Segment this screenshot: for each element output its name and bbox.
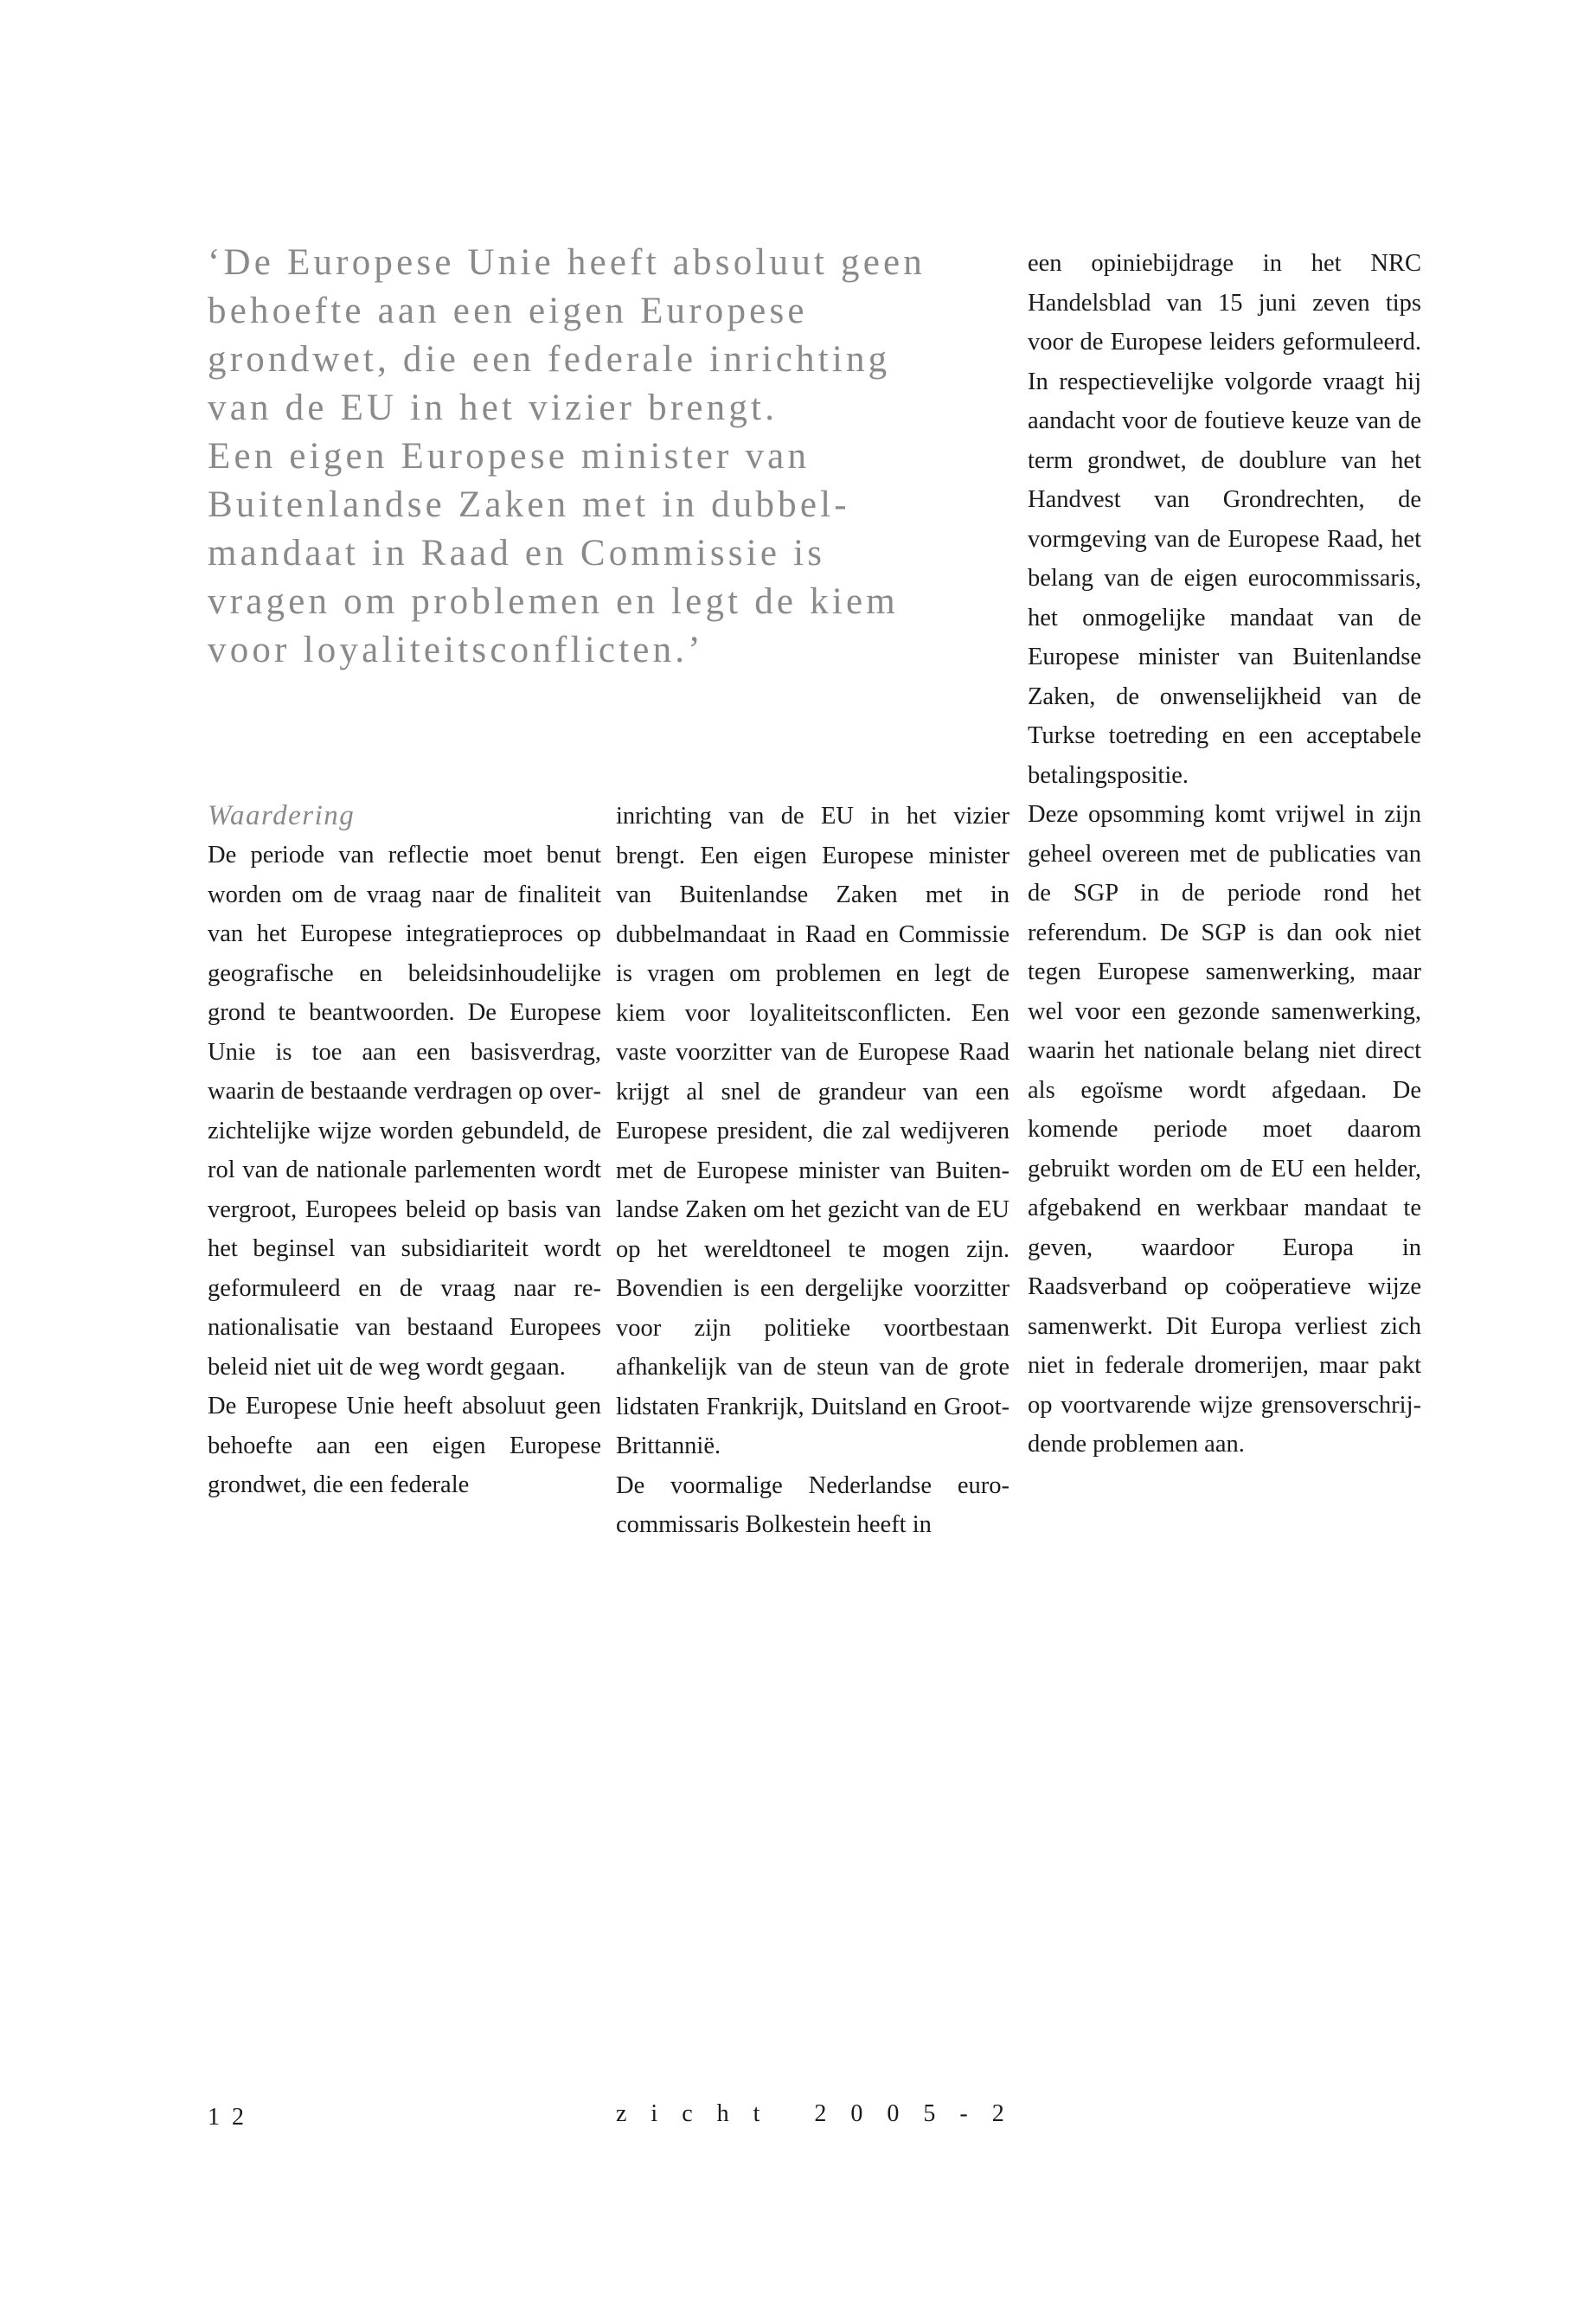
paragraph: De voormalige Nederlandse eurocommissaris Bolkestein heeft in <box>616 1471 1010 1538</box>
paragraph: De Europese Unie heeft absoluut geen behoefte aan een eigen Europese grondwet, die een federale <box>208 1393 601 1498</box>
section-heading: Waardering <box>208 800 356 831</box>
paragraph: De periode van reflectie moet benut worden om de vraag naar de finaliteit van het Europese integratieproces op geografische en beleidsinhoudelijke grond te beantwoorden. De Europese Unie is toe aan een basisverdrag, waarin de bestaande verdragen op overzichtelijke wijze worden gebundeld, de rol van de nationale parlementen wordt vergroot, Europees beleid op basis van het beginsel van subsidiariteit wordt geformuleerd en de vraag naar renationalisatie van bestaand Europees beleid niet uit de weg wordt gegaan. <box>208 842 601 1381</box>
text-column-3 <box>1028 244 1421 1465</box>
paragraph: Deze opsomming komt vrijwel in zijn geheel overeen met de publicaties van de SGP in de periode rond het referendum. De SGP is dan ook niet tegen Europese samenwerking, maar wel voor een gezonde samenwerking, waarin het nationale belang niet direct als egoïsme wordt afgedaan. De komende periode moet daarom gebruikt worden om de EU een helder, afgebakend en werkbaar mandaat te geven, waardoor Europa in Raadsverband op coöperatieve wijze samenwerkt. Dit Europa verliest zich niet in federale dromerijen, maar pakt op voortvarende wijze grensoverschrijdende problemen aan. <box>1028 801 1421 1458</box>
paragraph: een opiniebijdrage in het NRC Handelsblad van 15 juni zeven tips voor de Europese leiders geformuleerd. In respectievelijke volgorde vraagt hij aandacht voor de foutieve keuze van de term grondwet, de doublure van het Handvest van Grondrechten, de vormgeving van de Europese Raad, het belang van de eigen eurocommissaris, het onmogelijke mandaat van de Europese minister van Buitenlandse Zaken, de onwenselijkheid van de Turkse toetreding en een acceptabele betalingspositie. <box>1028 250 1421 789</box>
magazine-footer: zicht 2005-2 <box>616 2100 1029 2127</box>
text-column-2 <box>616 797 1010 1545</box>
page-number: 12 <box>208 2104 256 2131</box>
text-column-1 <box>208 796 601 1505</box>
pull-quote: ‘De Europese Unie heeft absoluut geen behoefte aan een eigen Europese grondwet, die een federale inrichting van de EU in het vizier brengt. Een eigen Europese minister van Buitenlandse Zaken met in dubbel- mandaat in Raad en Commissie is vragen om problemen en legt de kiem voor loyaliteitsconflicten.’ <box>208 242 926 670</box>
paragraph: inrichting van de EU in het vizier brengt. Een eigen Europese minister van Buitenlandse Zaken met in dubbelmandaat in Raad en Commissie is vragen om problemen en legt de kiem voor loyaliteitsconflicten. Een vaste voorzitter van de Europese Raad krijgt al snel de grandeur van een Europese president, die zal wedijveren met de Europese minister van Buitenlandse Zaken om het gezicht van de EU op het wereldtoneel te mogen zijn. Bovendien is een dergelijke voorzitter voor zijn politieke voortbestaan afhankelijk van de steun van de grote lidstaten Frankrijk, Duitsland en Groot-Brittannië. <box>616 803 1010 1459</box>
